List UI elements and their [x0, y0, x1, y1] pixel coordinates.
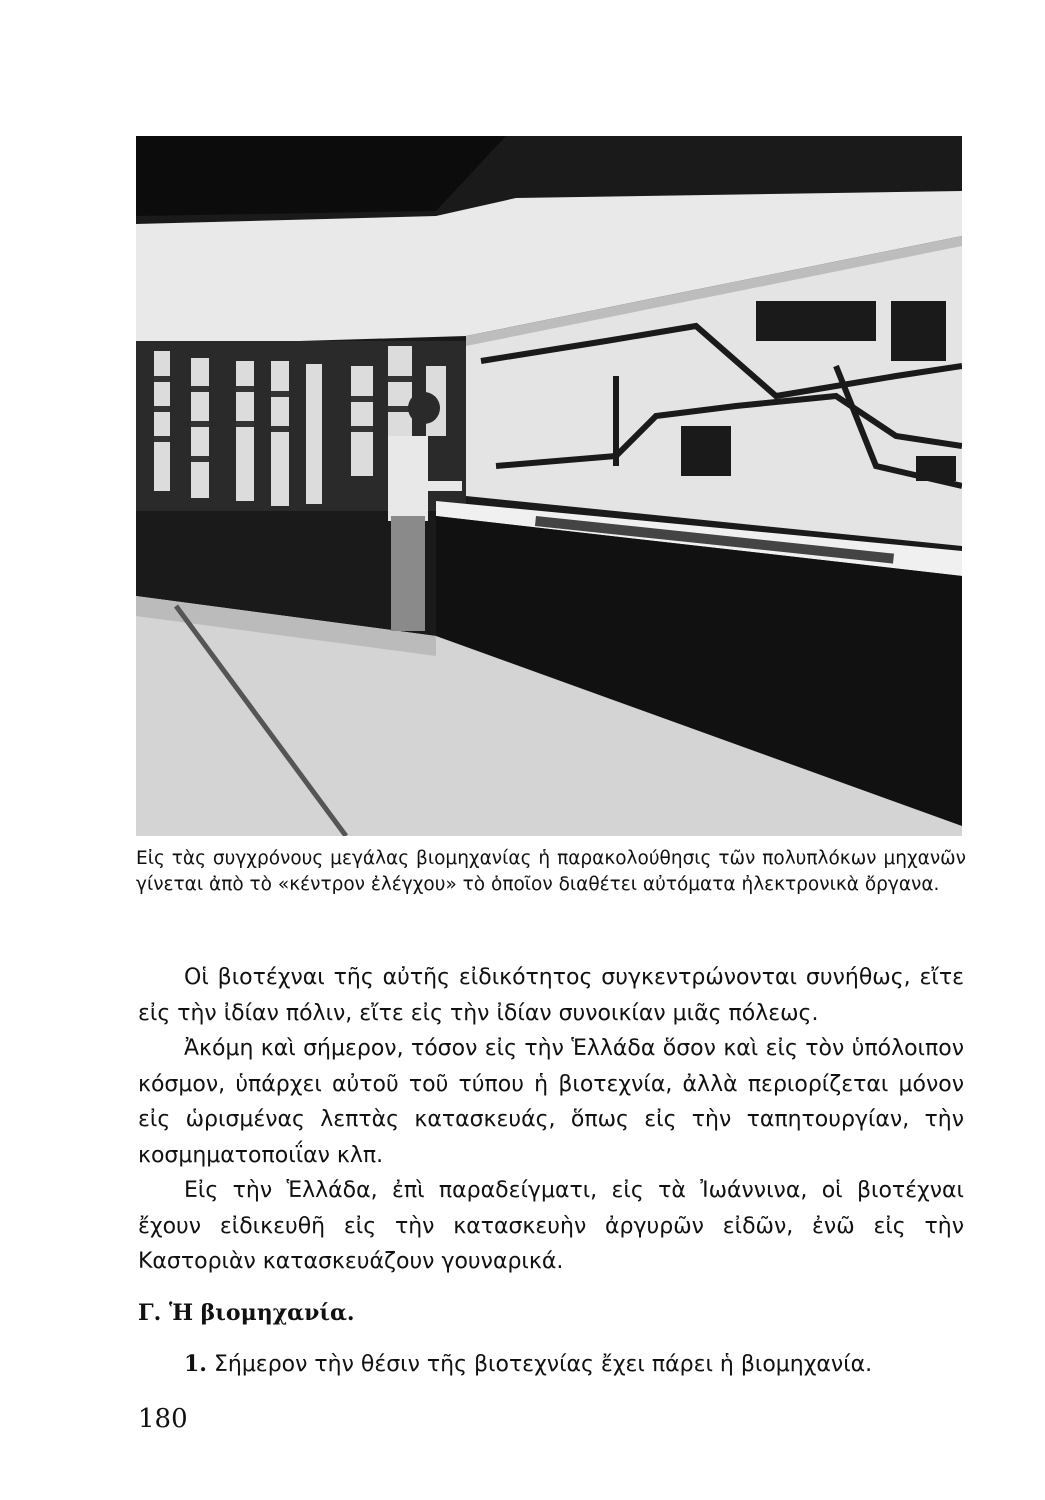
list-item — [184, 1346, 964, 1383]
paragraph-2: Ἀκόμη καὶ σήμερον, τόσον εἰς τὴν Ἑλλάδα ὅσον καὶ εἰς τὸν ὑπόλοιπον κόσμον, ὑπάρχει αὐτοῦ τοῦ τύπου ἡ βιοτεχνία, ἀλλὰ περιορίζεται μόνον εἰς ὡρισμένας λεπτὰς κατασκευάς, ὅπως εἰς τὴν ταπητουργίαν, τὴν κοσμηματοποιΐαν κλπ. — [138, 1036, 964, 1168]
control-room-photo — [136, 136, 962, 836]
section-heading: Γ. Ἡ βιομηχανία. — [138, 1300, 355, 1326]
item-number: 1. — [184, 1351, 207, 1377]
control-room-photo-icon — [136, 136, 962, 836]
figure-caption: Εἰς τὰς συγχρόνους μεγάλας βιομηχανίας ἡ παρακολούθησις τῶν πολυπλόκων μηχανῶν γίνεται ἀπὸ τὸ «κέντρον ἐλέγχου» τὸ ὁποῖον διαθέτει αὐτόματα ἠλεκτρονικὰ ὄργανα. — [136, 848, 966, 895]
item-text: Σήμερον τὴν θέσιν τῆς βιοτεχνίας ἔχει πάρει ἡ βιομηχανία. — [213, 1352, 873, 1377]
paragraph-3: Εἰς τὴν Ἑλλάδα, ἐπὶ παραδείγματι, εἰς τὰ Ἰωάννινα, οἱ βιοτέχναι ἔχουν εἰδικευθῆ εἰς τὴν κατασκευὴν ἀργυρῶν εἰδῶν, ἐνῶ εἰς τὴν Καστοριὰν κατασκευάζουν γουναρικά. — [138, 1178, 964, 1274]
page-number: 180 — [138, 1404, 188, 1434]
paragraph-1: Οἱ βιοτέχναι τῆς αὐτῆς εἰδικότητος συγκεντρώνονται συνήθως, εἴτε εἰς τὴν ἰδίαν πόλιν, εἴτε εἰς τὴν ἰδίαν συνοικίαν μιᾶς πόλεως. — [138, 965, 964, 1026]
